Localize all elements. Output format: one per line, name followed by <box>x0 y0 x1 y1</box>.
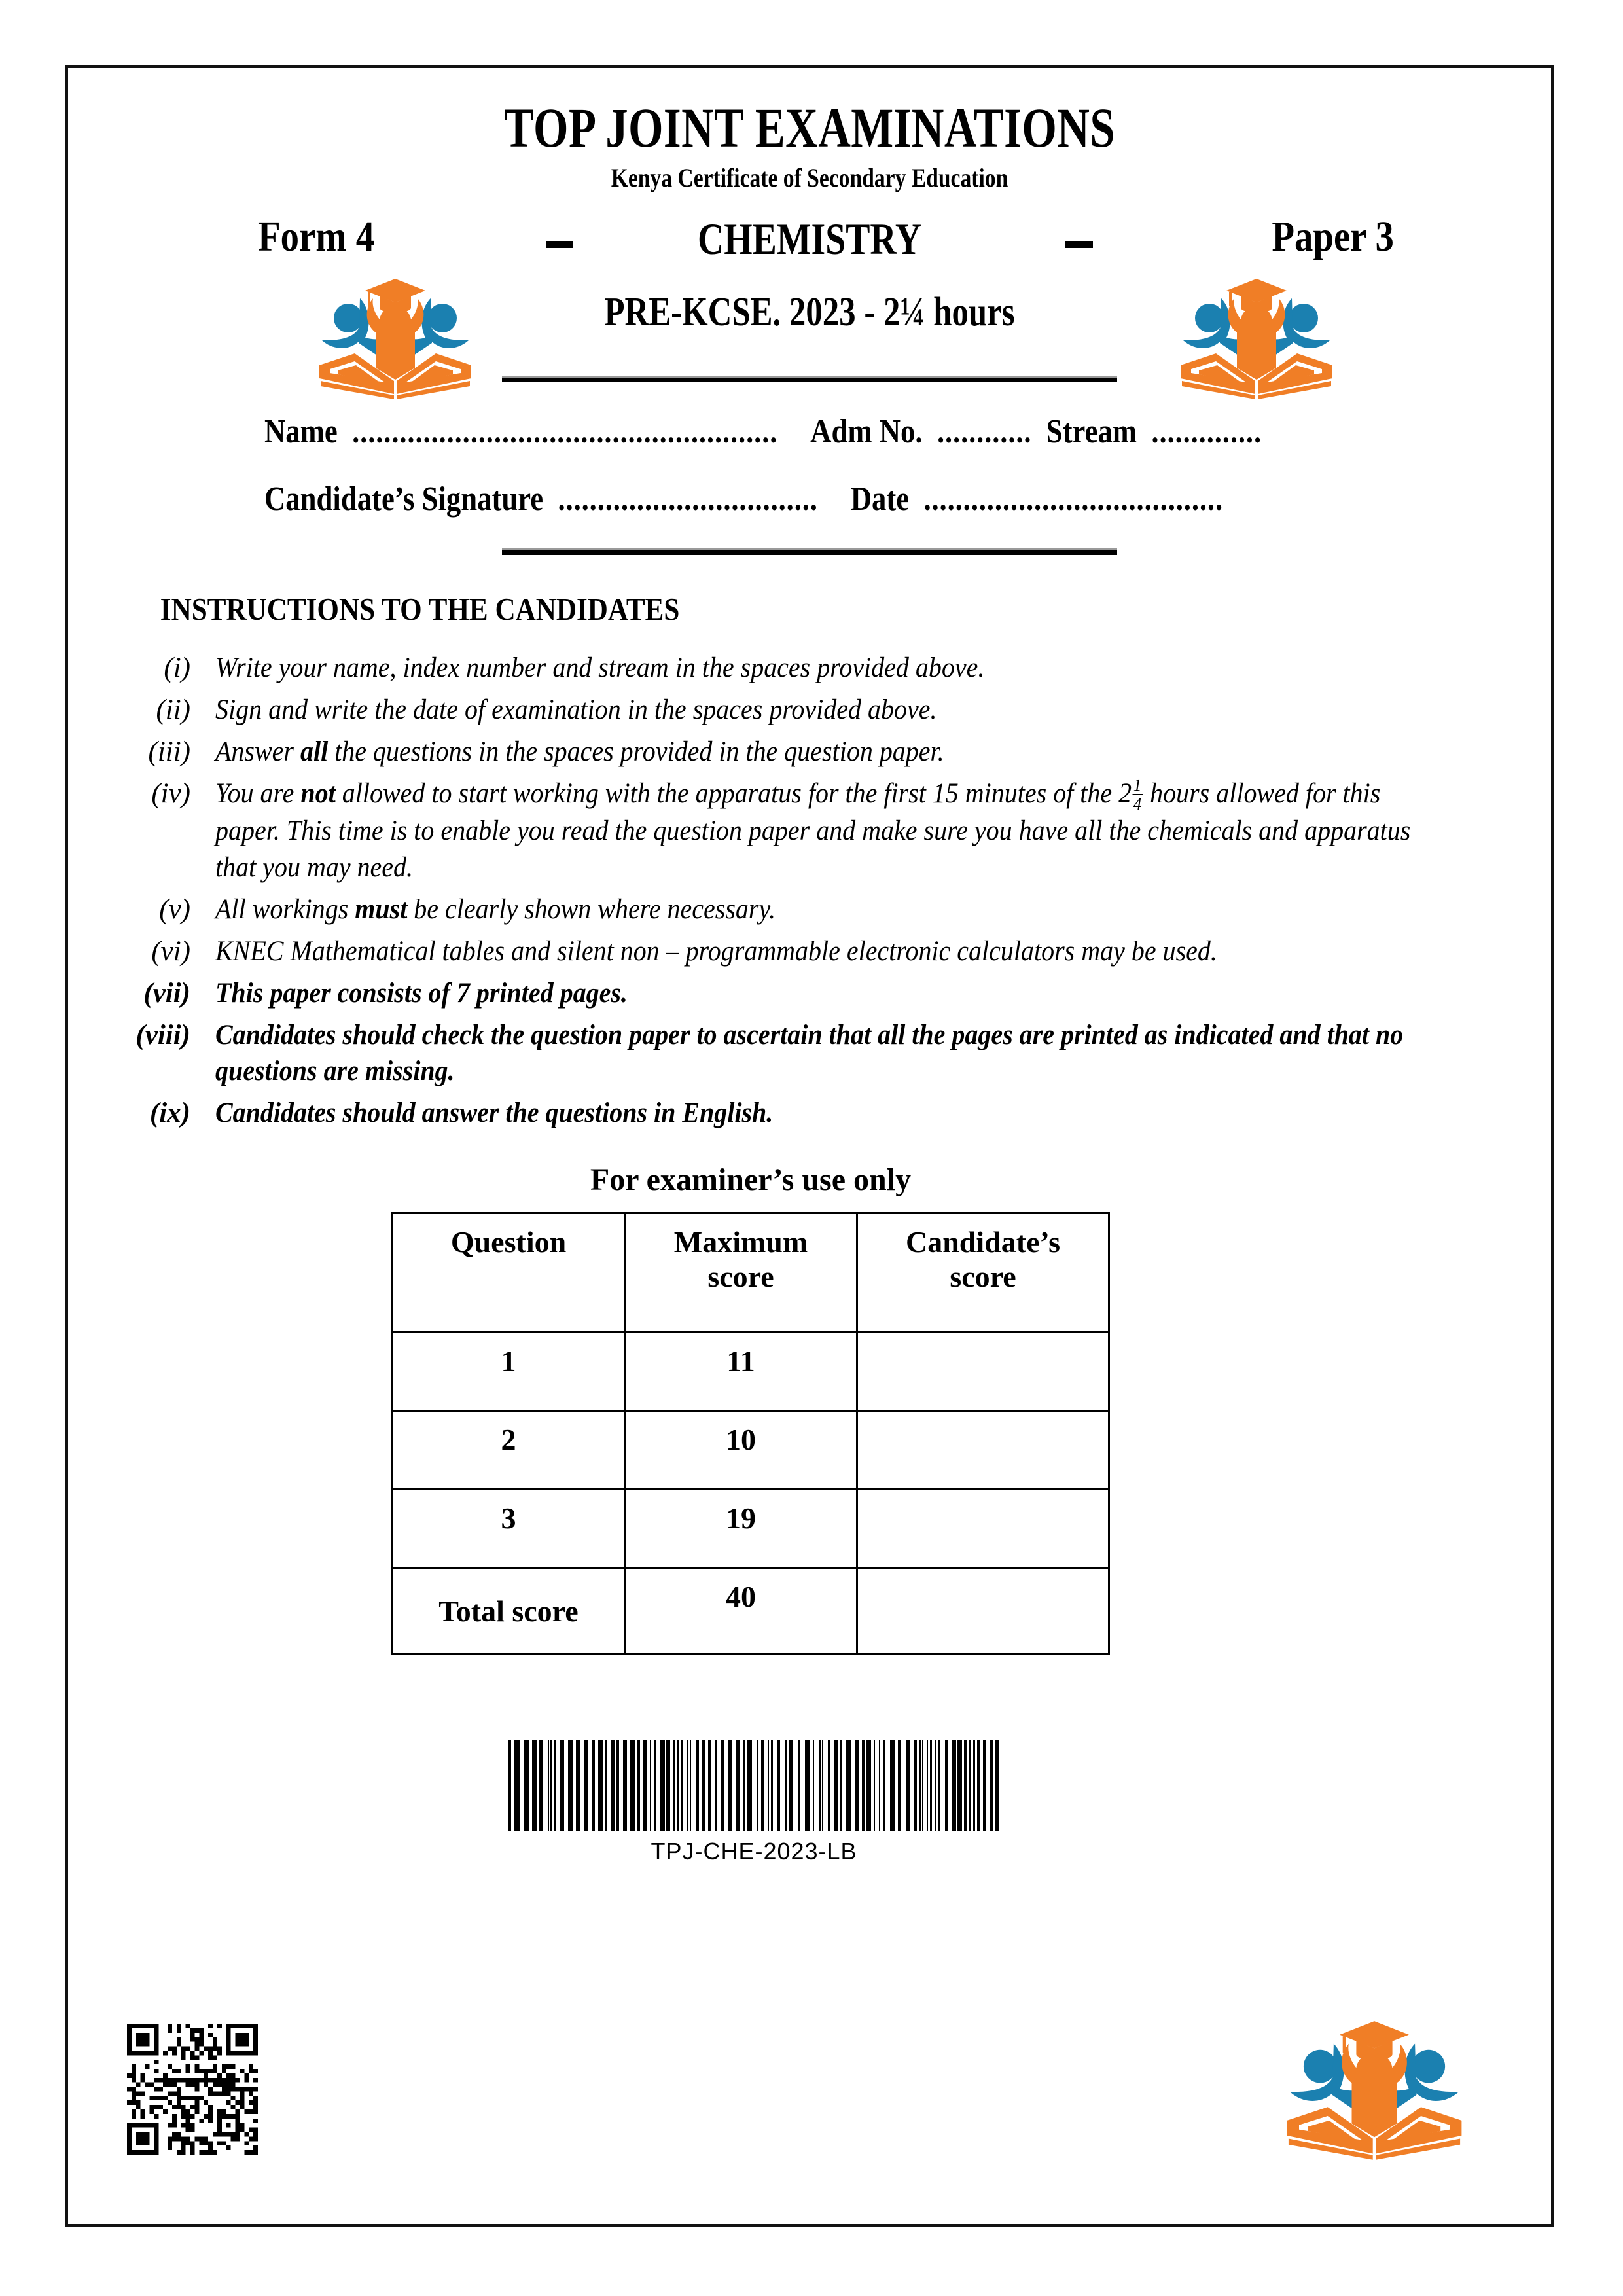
cell-maximum-score: 11 <box>625 1333 857 1411</box>
stream-label: Stream <box>1046 413 1137 450</box>
instruction-number: (i) <box>164 653 190 683</box>
instruction-number: (vii) <box>143 977 190 1009</box>
duration-label: PRE-KCSE. 2023 - 2¼ hours <box>604 290 1015 334</box>
column-header-question: Question <box>393 1213 625 1333</box>
instruction-text-part: the questions in the spaces provided in the question paper. <box>328 736 944 767</box>
instruction-emphasis: not <box>300 778 336 809</box>
signature-label: Candidate’s Signature <box>264 480 544 518</box>
barcode-label: TPJ-CHE-2023-LB <box>651 1838 857 1865</box>
candidate-fields <box>68 412 1551 518</box>
name-field-row <box>264 412 1304 451</box>
graduation-book-logo-icon <box>317 270 474 401</box>
instruction-text <box>215 776 1415 886</box>
header-logo-left <box>317 270 474 401</box>
instruction-item <box>114 650 1505 687</box>
signature-input-line[interactable]: ................................. <box>558 480 818 518</box>
instruction-item <box>114 1095 1505 1132</box>
instruction-item <box>114 1017 1505 1090</box>
dash-separator-right <box>1065 241 1093 248</box>
graduation-book-logo-icon <box>1178 270 1335 401</box>
cell-total-candidate[interactable] <box>857 1568 1109 1655</box>
header-logo-right <box>1178 270 1335 401</box>
instruction-text-part: All workings <box>215 893 355 925</box>
column-header-maximum-score <box>625 1213 857 1333</box>
cell-maximum-score: 10 <box>625 1411 857 1490</box>
examiner-score-table <box>391 1212 1110 1655</box>
barcode <box>508 1740 999 1831</box>
table-row <box>393 1333 1109 1411</box>
exam-subtitle: Kenya Certificate of Secondary Education <box>611 163 1008 192</box>
column-header-maximum-line2: score <box>707 1260 774 1294</box>
column-header-candidate-line1: Candidate’s <box>906 1225 1060 1259</box>
column-header-maximum-line1: Maximum <box>673 1225 808 1259</box>
table-header-row <box>393 1213 1109 1333</box>
instruction-emphasis: must <box>355 893 408 925</box>
adm-no-label: Adm No. <box>810 413 923 450</box>
instruction-item <box>114 933 1505 970</box>
barcode-area <box>68 1734 1551 1865</box>
table-row <box>393 1411 1109 1490</box>
instruction-number: (ix) <box>149 1098 190 1129</box>
qr-code <box>127 2024 258 2155</box>
cell-candidate-score[interactable] <box>857 1490 1109 1568</box>
subject-label: CHEMISTRY <box>698 214 921 264</box>
instruction-text-part: You are <box>215 778 301 809</box>
name-label: Name <box>264 413 338 450</box>
cell-question-number: 1 <box>393 1333 625 1411</box>
instructions-heading: INSTRUCTIONS TO THE CANDIDATES <box>160 591 680 627</box>
instruction-text-part: hours allowed for this paper. This time is to enable you read the question paper and make sure you have all the chemicals and apparatus that you may need. <box>215 778 1411 883</box>
cell-total-label: Total score <box>393 1568 625 1655</box>
form-label: Form 4 <box>258 213 375 260</box>
instructions-list <box>68 650 1551 1132</box>
footer-logo <box>1283 2011 1466 2161</box>
cell-candidate-score[interactable] <box>857 1411 1109 1490</box>
header-divider-bottom <box>502 548 1117 555</box>
table-head <box>393 1213 1109 1333</box>
instruction-text: Candidates should check the question paper to ascertain that all the pages are printed as indicated and that no questions are missing. <box>215 1019 1404 1087</box>
instruction-text-part: be clearly shown where necessary. <box>407 893 776 925</box>
signature-field-row <box>264 480 1304 518</box>
title-row <box>68 198 1551 361</box>
exam-title: TOP JOINT EXAMINATIONS <box>504 96 1115 159</box>
instruction-number: (ii) <box>156 694 190 725</box>
qr-code-icon <box>127 2024 258 2155</box>
name-input-line[interactable]: ...................................................... <box>352 413 778 450</box>
instruction-number: (v) <box>159 893 190 925</box>
column-header-candidate-score <box>857 1213 1109 1333</box>
page-footer <box>68 1991 1551 2161</box>
column-header-candidate-line2: score <box>950 1260 1016 1294</box>
stream-input-line[interactable]: .............. <box>1151 413 1262 450</box>
cell-question-number: 3 <box>393 1490 625 1568</box>
instruction-text: This paper consists of 7 printed pages. <box>215 977 628 1009</box>
paper-label: Paper 3 <box>1272 213 1394 260</box>
instruction-text: Sign and write the date of examination in the spaces provided above. <box>215 694 937 725</box>
table-row <box>393 1490 1109 1568</box>
instruction-item <box>114 975 1505 1012</box>
instruction-item <box>114 891 1505 928</box>
instruction-number: (iv) <box>151 778 190 809</box>
cell-candidate-score[interactable] <box>857 1333 1109 1411</box>
instruction-text: Candidates should answer the questions in English. <box>215 1098 774 1129</box>
cell-total-maximum: 40 <box>625 1568 857 1655</box>
date-label: Date <box>850 480 910 518</box>
examiner-table-caption: For examiner’s use only <box>590 1162 912 1198</box>
fraction-one-quarter: $\frac{1}{4}$ <box>1133 774 1142 814</box>
graduation-book-logo-icon <box>1283 2011 1466 2161</box>
instruction-text: KNEC Mathematical tables and silent non – programmable electronic calculators may be used. <box>215 935 1217 967</box>
instruction-number: (vi) <box>151 935 190 967</box>
page-header <box>68 68 1551 382</box>
instruction-item <box>114 776 1505 886</box>
cell-maximum-score: 19 <box>625 1490 857 1568</box>
instruction-number: (viii) <box>135 1019 190 1050</box>
cell-question-number: 2 <box>393 1411 625 1490</box>
table-total-row <box>393 1568 1109 1655</box>
instruction-item <box>114 692 1505 728</box>
instruction-emphasis: all <box>300 736 329 767</box>
examiner-table-wrapper <box>68 1212 1551 1655</box>
table-body <box>393 1333 1109 1568</box>
exam-cover-page <box>65 65 1554 2227</box>
instruction-item <box>114 734 1505 770</box>
instruction-number: (iii) <box>148 736 190 767</box>
instruction-text: Write your name, index number and stream in the spaces provided above. <box>215 653 985 683</box>
adm-no-input-line[interactable]: ............ <box>936 413 1032 450</box>
instruction-text-part: allowed to start working with the apparatus for the first 15 minutes of the 2 <box>335 778 1132 809</box>
instruction-text-part: Answer <box>215 736 300 767</box>
instruction-text <box>215 734 1415 770</box>
header-divider-top <box>502 376 1117 382</box>
date-input-line[interactable]: ...................................... <box>923 480 1223 518</box>
table-foot <box>393 1568 1109 1655</box>
instruction-text <box>215 891 1415 928</box>
